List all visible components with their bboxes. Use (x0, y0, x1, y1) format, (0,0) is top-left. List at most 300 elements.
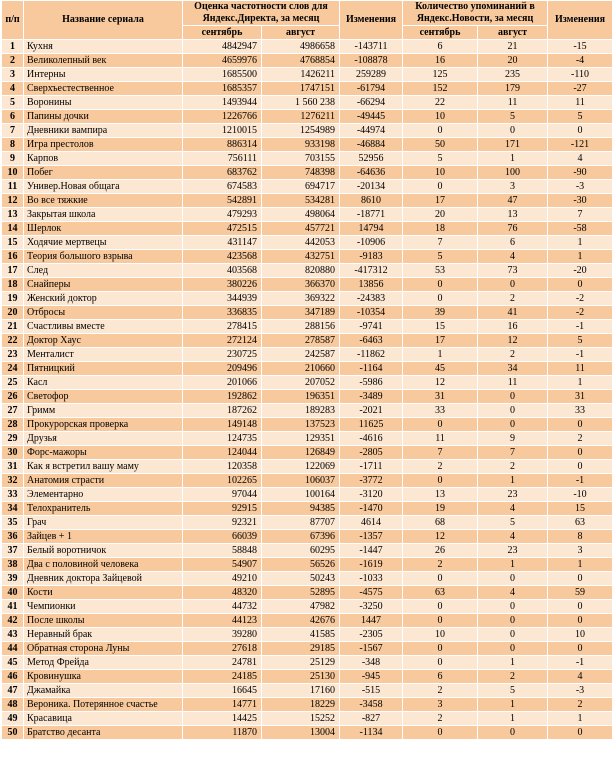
direct-change: -1033 (340, 572, 403, 586)
table-row (2, 348, 613, 362)
row-number: 49 (2, 712, 24, 726)
direct-change: -24383 (340, 292, 403, 306)
direct-august: 100164 (262, 488, 340, 502)
direct-august: 703155 (262, 152, 340, 166)
table-row (2, 166, 613, 180)
direct-september: 674583 (183, 180, 262, 194)
header-direct: Оценка частотности слов для Яндекс.Директа, за месяц (183, 1, 340, 26)
direct-change: -417312 (340, 264, 403, 278)
direct-august: 4768854 (262, 54, 340, 68)
table-row (2, 572, 613, 586)
series-name: Неравный брак (24, 628, 183, 642)
news-change: 0 (548, 600, 613, 614)
row-number: 31 (2, 460, 24, 474)
direct-change: -3120 (340, 488, 403, 502)
series-name: Великолепный век (24, 54, 183, 68)
row-number: 36 (2, 530, 24, 544)
direct-change: 11625 (340, 418, 403, 432)
direct-august: 1 560 238 (262, 96, 340, 110)
table-row (2, 432, 613, 446)
series-name: Светофор (24, 390, 183, 404)
news-august: 0 (478, 404, 548, 418)
direct-september: 187262 (183, 404, 262, 418)
direct-change: -3772 (340, 474, 403, 488)
direct-september: 58848 (183, 544, 262, 558)
series-name: Прокурорская проверка (24, 418, 183, 432)
news-august: 73 (478, 264, 548, 278)
header-changes-direct: Изменения (340, 1, 403, 40)
direct-august: 56526 (262, 558, 340, 572)
direct-september: 423568 (183, 250, 262, 264)
news-change: 7 (548, 208, 613, 222)
news-change: -3 (548, 684, 613, 698)
news-august: 3 (478, 180, 548, 194)
row-number: 45 (2, 656, 24, 670)
news-august: 23 (478, 488, 548, 502)
news-september: 6 (403, 40, 478, 54)
news-change: 0 (548, 418, 613, 432)
news-august: 34 (478, 362, 548, 376)
news-september: 125 (403, 68, 478, 82)
direct-september: 201066 (183, 376, 262, 390)
direct-change: -20134 (340, 180, 403, 194)
direct-september: 24781 (183, 656, 262, 670)
news-change: -10 (548, 488, 613, 502)
series-name: Кости (24, 586, 183, 600)
row-number: 38 (2, 558, 24, 572)
news-change: -2 (548, 306, 613, 320)
direct-september: 336835 (183, 306, 262, 320)
direct-september: 1685357 (183, 82, 262, 96)
series-name: Зайцев + 1 (24, 530, 183, 544)
direct-september: 24185 (183, 670, 262, 684)
series-name: Отбросы (24, 306, 183, 320)
news-change: 3 (548, 544, 613, 558)
series-name: Во все тяжкие (24, 194, 183, 208)
direct-change: -2805 (340, 446, 403, 460)
news-september: 6 (403, 670, 478, 684)
direct-september: 44732 (183, 600, 262, 614)
row-number: 47 (2, 684, 24, 698)
direct-september: 54907 (183, 558, 262, 572)
direct-change: -1357 (340, 530, 403, 544)
news-september: 33 (403, 404, 478, 418)
table-row (2, 152, 613, 166)
news-change: 2 (548, 698, 613, 712)
series-name: Ходячие мертвецы (24, 236, 183, 250)
news-august: 12 (478, 334, 548, 348)
series-name: Элементарно (24, 488, 183, 502)
row-number: 29 (2, 432, 24, 446)
news-september: 15 (403, 320, 478, 334)
direct-change: -10906 (340, 236, 403, 250)
news-september: 2 (403, 558, 478, 572)
news-september: 1 (403, 348, 478, 362)
row-number: 21 (2, 320, 24, 334)
direct-september: 48320 (183, 586, 262, 600)
series-name: Гримм (24, 404, 183, 418)
table-row (2, 236, 613, 250)
direct-september: 1493944 (183, 96, 262, 110)
series-name: Пятницкий (24, 362, 183, 376)
news-september: 5 (403, 250, 478, 264)
news-september: 39 (403, 306, 478, 320)
news-change: 0 (548, 278, 613, 292)
news-september: 2 (403, 460, 478, 474)
direct-august: 41585 (262, 628, 340, 642)
row-number: 22 (2, 334, 24, 348)
news-change: 4 (548, 152, 613, 166)
news-september: 0 (403, 642, 478, 656)
news-august: 16 (478, 320, 548, 334)
row-number: 41 (2, 600, 24, 614)
row-number: 13 (2, 208, 24, 222)
direct-august: 18229 (262, 698, 340, 712)
row-number: 43 (2, 628, 24, 642)
direct-change: 52956 (340, 152, 403, 166)
news-august: 100 (478, 166, 548, 180)
direct-august: 432751 (262, 250, 340, 264)
news-change: -110 (548, 68, 613, 82)
direct-change: -5986 (340, 376, 403, 390)
news-september: 10 (403, 110, 478, 124)
direct-august: 457721 (262, 222, 340, 236)
news-august: 1 (478, 656, 548, 670)
direct-august: 694717 (262, 180, 340, 194)
direct-september: 380226 (183, 278, 262, 292)
direct-change: -3489 (340, 390, 403, 404)
table-row (2, 446, 613, 460)
news-august: 1 (478, 152, 548, 166)
news-september: 22 (403, 96, 478, 110)
news-september: 0 (403, 600, 478, 614)
news-change: -1 (548, 320, 613, 334)
news-change: 0 (548, 446, 613, 460)
direct-change: -11862 (340, 348, 403, 362)
news-august: 20 (478, 54, 548, 68)
direct-change: -827 (340, 712, 403, 726)
table-row (2, 180, 613, 194)
news-august: 4 (478, 250, 548, 264)
series-name: Кровинушка (24, 670, 183, 684)
direct-august: 106037 (262, 474, 340, 488)
direct-change: -515 (340, 684, 403, 698)
news-change: -30 (548, 194, 613, 208)
table-row (2, 614, 613, 628)
news-august: 41 (478, 306, 548, 320)
series-name: Универ.Новая общага (24, 180, 183, 194)
series-name: Форс-мажоры (24, 446, 183, 460)
table-row (2, 600, 613, 614)
direct-august: 210660 (262, 362, 340, 376)
table-row (2, 194, 613, 208)
news-august: 5 (478, 684, 548, 698)
direct-august: 748398 (262, 166, 340, 180)
row-number: 10 (2, 166, 24, 180)
direct-change: -108878 (340, 54, 403, 68)
direct-september: 472515 (183, 222, 262, 236)
direct-august: 242587 (262, 348, 340, 362)
direct-september: 192862 (183, 390, 262, 404)
direct-august: 67396 (262, 530, 340, 544)
direct-august: 94385 (262, 502, 340, 516)
table-row (2, 320, 613, 334)
direct-september: 16645 (183, 684, 262, 698)
news-august: 4 (478, 530, 548, 544)
direct-september: 66039 (183, 530, 262, 544)
news-august: 21 (478, 40, 548, 54)
direct-august: 50243 (262, 572, 340, 586)
direct-change: -1711 (340, 460, 403, 474)
news-august: 179 (478, 82, 548, 96)
news-september: 20 (403, 208, 478, 222)
direct-august: 129351 (262, 432, 340, 446)
news-august: 11 (478, 96, 548, 110)
table-row (2, 698, 613, 712)
news-september: 31 (403, 390, 478, 404)
series-name: Кухня (24, 40, 183, 54)
table-row (2, 404, 613, 418)
table-row (2, 208, 613, 222)
direct-change: 8610 (340, 194, 403, 208)
direct-change: 4614 (340, 516, 403, 530)
row-number: 28 (2, 418, 24, 432)
direct-september: 11870 (183, 726, 262, 740)
news-september: 0 (403, 292, 478, 306)
news-change: 2 (548, 432, 613, 446)
row-number: 24 (2, 362, 24, 376)
series-name: Как я встретил вашу маму (24, 460, 183, 474)
direct-august: 42676 (262, 614, 340, 628)
direct-august: 87707 (262, 516, 340, 530)
series-name: Дневник доктора Зайцевой (24, 572, 183, 586)
header-direct-aug: август (262, 26, 340, 40)
news-august: 0 (478, 572, 548, 586)
table-row (2, 138, 613, 152)
news-august: 1 (478, 698, 548, 712)
direct-september: 102265 (183, 474, 262, 488)
news-september: 50 (403, 138, 478, 152)
news-september: 16 (403, 54, 478, 68)
news-change: 63 (548, 516, 613, 530)
row-number: 17 (2, 264, 24, 278)
series-name: Воронины (24, 96, 183, 110)
table-row (2, 544, 613, 558)
direct-change: -3250 (340, 600, 403, 614)
table-row (2, 474, 613, 488)
news-september: 13 (403, 488, 478, 502)
series-name: Доктор Хаус (24, 334, 183, 348)
direct-august: 25129 (262, 656, 340, 670)
direct-september: 1210015 (183, 124, 262, 138)
table-row (2, 516, 613, 530)
news-september: 0 (403, 474, 478, 488)
news-change: 1 (548, 250, 613, 264)
row-number: 44 (2, 642, 24, 656)
direct-change: -143711 (340, 40, 403, 54)
direct-september: 479293 (183, 208, 262, 222)
news-september: 10 (403, 628, 478, 642)
header-direct-sep: сентябрь (183, 26, 262, 40)
direct-september: 44123 (183, 614, 262, 628)
direct-change: -348 (340, 656, 403, 670)
row-number: 7 (2, 124, 24, 138)
news-august: 4 (478, 586, 548, 600)
direct-change: 13856 (340, 278, 403, 292)
series-name: Женский доктор (24, 292, 183, 306)
news-change: 0 (548, 460, 613, 474)
table-row (2, 110, 613, 124)
news-change: -3 (548, 180, 613, 194)
direct-august: 17160 (262, 684, 340, 698)
news-september: 17 (403, 334, 478, 348)
direct-september: 92915 (183, 502, 262, 516)
direct-august: 47982 (262, 600, 340, 614)
news-change: -58 (548, 222, 613, 236)
news-change: 0 (548, 642, 613, 656)
row-number: 6 (2, 110, 24, 124)
news-august: 1 (478, 558, 548, 572)
series-name: Интерны (24, 68, 183, 82)
row-number: 27 (2, 404, 24, 418)
direct-change: -10354 (340, 306, 403, 320)
news-september: 26 (403, 544, 478, 558)
row-number: 3 (2, 68, 24, 82)
series-name: Сверхъестественное (24, 82, 183, 96)
direct-change: -1134 (340, 726, 403, 740)
news-september: 17 (403, 194, 478, 208)
news-change: 10 (548, 628, 613, 642)
news-september: 12 (403, 530, 478, 544)
row-number: 35 (2, 516, 24, 530)
row-number: 37 (2, 544, 24, 558)
series-name: Телохранитель (24, 502, 183, 516)
table-row (2, 124, 613, 138)
direct-august: 1254989 (262, 124, 340, 138)
direct-august: 15252 (262, 712, 340, 726)
row-number: 40 (2, 586, 24, 600)
direct-change: 259289 (340, 68, 403, 82)
news-change: -20 (548, 264, 613, 278)
table-row (2, 684, 613, 698)
direct-august: 52895 (262, 586, 340, 600)
news-august: 9 (478, 432, 548, 446)
direct-change: -2305 (340, 628, 403, 642)
series-name: Теория большого взрыва (24, 250, 183, 264)
news-august: 171 (478, 138, 548, 152)
news-august: 1 (478, 712, 548, 726)
table-row (2, 250, 613, 264)
series-name: Два с половиной человека (24, 558, 183, 572)
row-number: 48 (2, 698, 24, 712)
news-august: 235 (478, 68, 548, 82)
table-row (2, 712, 613, 726)
series-name: Чемпионки (24, 600, 183, 614)
direct-september: 14425 (183, 712, 262, 726)
news-change: 1 (548, 236, 613, 250)
direct-august: 60295 (262, 544, 340, 558)
direct-change: -61794 (340, 82, 403, 96)
series-name: Шерлок (24, 222, 183, 236)
series-name: След (24, 264, 183, 278)
news-change: 1 (548, 558, 613, 572)
direct-august: 347189 (262, 306, 340, 320)
news-change: -27 (548, 82, 613, 96)
news-august: 47 (478, 194, 548, 208)
news-change: -121 (548, 138, 613, 152)
series-name: После школы (24, 614, 183, 628)
news-september: 0 (403, 614, 478, 628)
news-august: 0 (478, 628, 548, 642)
news-september: 0 (403, 180, 478, 194)
row-number: 18 (2, 278, 24, 292)
news-change: -90 (548, 166, 613, 180)
direct-august: 534281 (262, 194, 340, 208)
table-row (2, 502, 613, 516)
table-body (2, 40, 613, 740)
news-september: 63 (403, 586, 478, 600)
series-name: Снайперы (24, 278, 183, 292)
news-change: 0 (548, 726, 613, 740)
direct-change: -9741 (340, 320, 403, 334)
news-august: 5 (478, 110, 548, 124)
direct-september: 431147 (183, 236, 262, 250)
news-august: 0 (478, 124, 548, 138)
row-number: 42 (2, 614, 24, 628)
news-change: -2 (548, 292, 613, 306)
series-name: Друзья (24, 432, 183, 446)
news-august: 0 (478, 726, 548, 740)
news-change: 15 (548, 502, 613, 516)
row-number: 15 (2, 236, 24, 250)
direct-august: 196351 (262, 390, 340, 404)
direct-september: 230725 (183, 348, 262, 362)
news-august: 0 (478, 278, 548, 292)
news-change: 1 (548, 712, 613, 726)
direct-september: 542891 (183, 194, 262, 208)
news-september: 0 (403, 656, 478, 670)
header-pn: п/п (2, 1, 24, 40)
series-table (1, 0, 613, 740)
news-september: 0 (403, 726, 478, 740)
news-change: 59 (548, 586, 613, 600)
direct-august: 137523 (262, 418, 340, 432)
table-row (2, 628, 613, 642)
table-row (2, 306, 613, 320)
news-august: 23 (478, 544, 548, 558)
row-number: 5 (2, 96, 24, 110)
news-change: 0 (548, 572, 613, 586)
news-august: 0 (478, 390, 548, 404)
news-september: 152 (403, 82, 478, 96)
news-september: 11 (403, 432, 478, 446)
news-change: 11 (548, 362, 613, 376)
table-row (2, 96, 613, 110)
news-september: 68 (403, 516, 478, 530)
news-change: -1 (548, 656, 613, 670)
row-number: 30 (2, 446, 24, 460)
row-number: 39 (2, 572, 24, 586)
news-august: 1 (478, 474, 548, 488)
header-news-aug: август (478, 26, 548, 40)
series-name: Грач (24, 516, 183, 530)
table-row (2, 418, 613, 432)
news-september: 7 (403, 446, 478, 460)
news-september: 10 (403, 166, 478, 180)
direct-change: -46884 (340, 138, 403, 152)
series-name: Папины дочки (24, 110, 183, 124)
news-change: 5 (548, 110, 613, 124)
